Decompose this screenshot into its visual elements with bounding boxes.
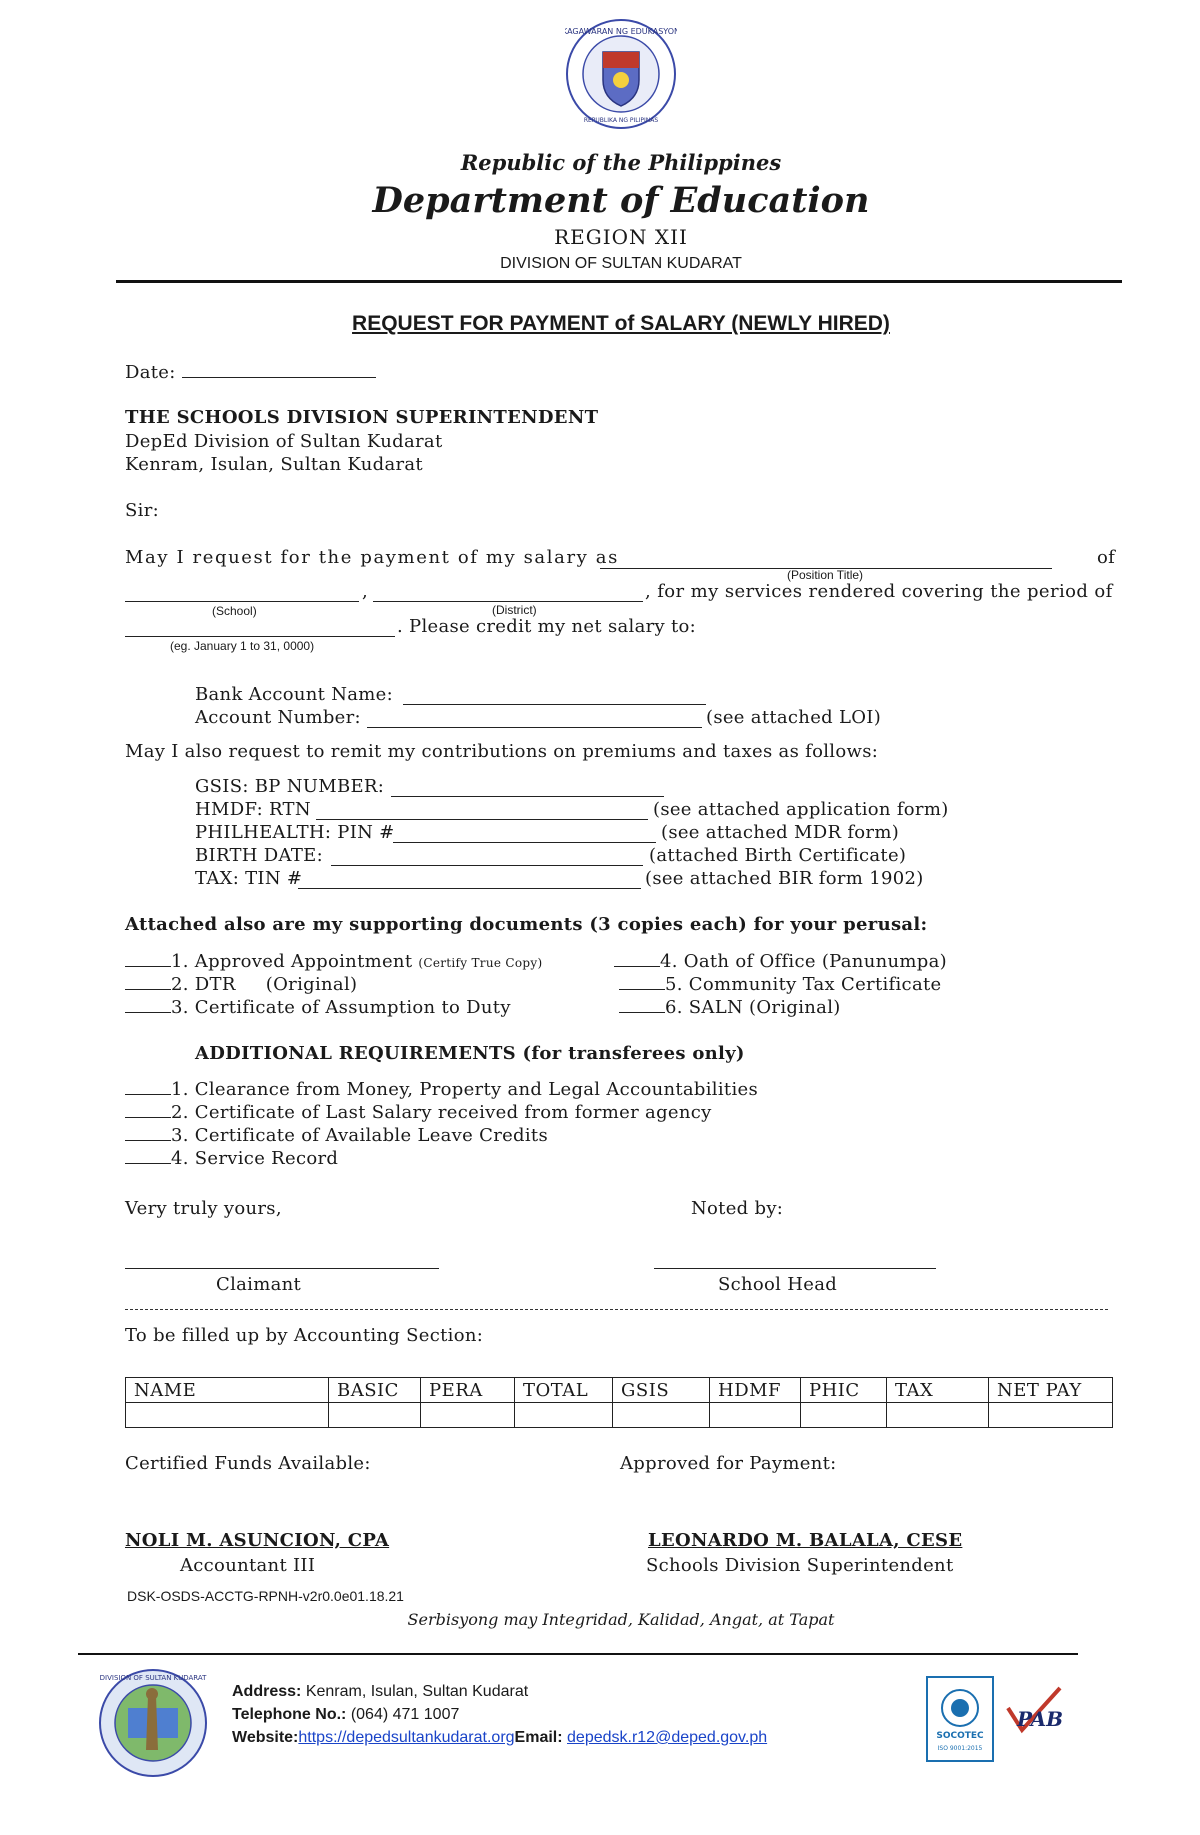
para1-of: of (1097, 547, 1116, 568)
para1-services: , for my services rendered covering the period of (645, 581, 1113, 602)
table-header-cell: NET PAY (989, 1378, 1113, 1403)
footer-contact (232, 1729, 767, 1747)
doc-right-5[interactable] (619, 973, 941, 995)
republic-line: Republic of the Philippines (460, 150, 782, 175)
accounting-label: To be filled up by Accounting Section: (125, 1325, 484, 1346)
accounting-table (125, 1377, 1113, 1428)
department-name: Department of Education (372, 180, 870, 221)
school-hint: (School) (212, 604, 257, 618)
table-header-cell: PHIC (801, 1378, 887, 1403)
birth-label: BIRTH DATE: (195, 845, 323, 866)
hmdf-note: (see attached application form) (653, 799, 949, 820)
signatory1-title: Accountant III (180, 1555, 316, 1576)
table-header-row (126, 1378, 1113, 1403)
school-head-label: School Head (718, 1274, 838, 1295)
checkbox-line[interactable] (125, 973, 171, 990)
telephone-label: Telephone No.: (232, 1706, 347, 1723)
checkbox-line[interactable] (125, 1147, 171, 1164)
checkbox-line[interactable] (125, 1124, 171, 1141)
additional-2-label: 2. Certificate of Last Salary received from former agency (171, 1102, 712, 1123)
region: REGION XII (554, 225, 688, 249)
table-header-cell: TAX (887, 1378, 989, 1403)
footer-telephone (232, 1706, 459, 1724)
account-number-label: Account Number: (195, 707, 361, 728)
motto: Serbisyong may Integridad, Kalidad, Angat, at Tapat (407, 1610, 835, 1629)
doc-left-3[interactable] (125, 996, 511, 1018)
address-label: Address: (232, 1683, 302, 1700)
division: DIVISION OF SULTAN KUDARAT (500, 255, 742, 272)
noted-by: Noted by: (691, 1198, 784, 1219)
see-loi: (see attached LOI) (706, 707, 882, 728)
certified-funds: Certified Funds Available: (125, 1453, 371, 1474)
table-cell[interactable] (801, 1403, 887, 1428)
additional-3[interactable] (125, 1124, 548, 1146)
table-cell[interactable] (515, 1403, 613, 1428)
table-cell[interactable] (126, 1403, 329, 1428)
additional-3-label: 3. Certificate of Available Leave Credits (171, 1125, 549, 1146)
socotec-logo (926, 1676, 994, 1762)
doc-right-5-label: 5. Community Tax Certificate (665, 974, 942, 995)
comma: , (362, 581, 369, 602)
table-cell[interactable] (887, 1403, 989, 1428)
hmdf-label: HMDF: RTN (195, 799, 311, 820)
email-label: Email: (514, 1729, 563, 1746)
deped-seal (565, 18, 677, 130)
school-head-signature-line[interactable] (654, 1268, 936, 1269)
para1-start: May I request for the payment of my salary as (125, 547, 619, 568)
footer-address (232, 1683, 528, 1701)
birth-note: (attached Birth Certificate) (649, 845, 907, 866)
division-seal-text: DIVISION OF SULTAN KUDARAT (99, 1674, 207, 1682)
salutation: Sir: (125, 500, 159, 521)
table-cell[interactable] (329, 1403, 421, 1428)
signatory2-name: LEONARDO M. BALALA, CESE (648, 1530, 963, 1551)
hmdf-field[interactable] (316, 803, 648, 820)
checkbox-line[interactable] (125, 1101, 171, 1118)
date-label: Date: (125, 362, 176, 383)
doc-right-6[interactable] (619, 996, 841, 1018)
footer-rule (78, 1653, 1078, 1655)
addressee-line1: DepEd Division of Sultan Kudarat (125, 431, 443, 452)
doc-left-1[interactable] (125, 950, 542, 972)
checkbox-line[interactable] (125, 996, 171, 1013)
socotec-text: SOCOTEC (936, 1731, 984, 1741)
doc-left-2-label: 2. DTR (Original) (171, 974, 358, 995)
additional-2[interactable] (125, 1101, 712, 1123)
date-field[interactable] (182, 361, 376, 378)
table-cell[interactable] (421, 1403, 515, 1428)
additional-1-label: 1. Clearance from Money, Property and Legal Accountabilities (171, 1079, 759, 1100)
bank-name-label: Bank Account Name: (195, 684, 393, 705)
district-hint: (District) (492, 603, 537, 617)
gsis-label: GSIS: BP NUMBER: (195, 776, 385, 797)
closing: Very truly yours, (125, 1198, 282, 1219)
table-header-cell: TOTAL (515, 1378, 613, 1403)
period-field[interactable] (125, 620, 395, 637)
additional-4-label: 4. Service Record (171, 1148, 339, 1169)
website-label: Website: (232, 1729, 299, 1746)
checkbox-line[interactable] (125, 950, 171, 967)
approved-payment: Approved for Payment: (620, 1453, 837, 1474)
address-value: Kenram, Isulan, Sultan Kudarat (305, 1683, 529, 1700)
telephone-value: (064) 471 1007 (350, 1706, 460, 1723)
doc-right-6-label: 6. SALN (Original) (665, 997, 841, 1018)
table-cell[interactable] (989, 1403, 1113, 1428)
seal-sub-text: REPUBLIKA NG PILIPINAS (583, 117, 659, 124)
table-header-cell: GSIS (613, 1378, 710, 1403)
signatory1-name: NOLI M. ASUNCION, CPA (125, 1530, 390, 1551)
checkbox-line[interactable] (614, 950, 660, 967)
philhealth-label: PHILHEALTH: PIN # (195, 822, 395, 843)
doc-left-1-label: 1. Approved Appointment (171, 951, 413, 972)
remit-text: May I also request to remit my contributions on premiums and taxes as follows: (125, 741, 879, 762)
bank-name-field[interactable] (403, 688, 706, 705)
school-field[interactable] (125, 585, 359, 602)
doc-left-3-label: 3. Certificate of Assumption to Duty (171, 997, 511, 1018)
checkbox-line[interactable] (619, 996, 665, 1013)
seal-text: KAGAWARAN NG EDUKASYON (565, 27, 677, 36)
additional-4[interactable] (125, 1147, 338, 1169)
claimant-signature-line[interactable] (125, 1268, 439, 1269)
philhealth-field[interactable] (393, 826, 656, 843)
attached-heading: Attached also are my supporting documents (3 copies each) for your perusal: (125, 914, 928, 935)
date-row (125, 361, 376, 383)
position-hint: (Position Title) (787, 568, 864, 582)
checkbox-line[interactable] (619, 973, 665, 990)
table-header-cell: PERA (421, 1378, 515, 1403)
tax-field[interactable] (298, 872, 641, 889)
addressee: THE SCHOOLS DIVISION SUPERINTENDENT (125, 407, 599, 428)
iso-text: ISO 9001:2015 (937, 1745, 983, 1752)
additional-heading: ADDITIONAL REQUIREMENTS (for transferees only) (195, 1043, 745, 1064)
doc-right-4[interactable] (614, 950, 947, 972)
philhealth-note: (see attached MDR form) (661, 822, 900, 843)
gsis-field[interactable] (391, 780, 664, 797)
doc-left-1-note: (Certify True Copy) (418, 956, 543, 970)
district-field[interactable] (373, 585, 643, 602)
table-header-cell: HDMF (710, 1378, 801, 1403)
table-header-cell: BASIC (329, 1378, 421, 1403)
para1-credit: . Please credit my net salary to: (397, 616, 697, 637)
tax-note: (see attached BIR form 1902) (645, 868, 924, 889)
pab-text: PAB (1016, 1707, 1064, 1731)
additional-1[interactable] (125, 1078, 758, 1100)
position-field[interactable] (600, 552, 1052, 569)
account-number-field[interactable] (367, 711, 702, 728)
document-code: DSK-OSDS-ACCTG-RPNH-v2r0.0e01.18.21 (127, 1588, 404, 1604)
period-hint: (eg. January 1 to 31, 0000) (170, 639, 315, 653)
doc-right-4-label: 4. Oath of Office (Panunumpa) (660, 951, 947, 972)
tax-label: TAX: TIN # (195, 868, 303, 889)
header-rule (116, 280, 1122, 283)
dashed-separator (125, 1309, 1108, 1310)
division-seal (98, 1668, 208, 1778)
form-title: REQUEST FOR PAYMENT of SALARY (NEWLY HIRED) (352, 312, 890, 335)
birth-field[interactable] (331, 849, 643, 866)
table-cell[interactable] (613, 1403, 710, 1428)
email-link[interactable]: depedsk.r12@deped.gov.ph (567, 1729, 768, 1746)
pab-logo (1000, 1678, 1070, 1756)
signatory2-title: Schools Division Superintendent (646, 1555, 954, 1576)
checkbox-line[interactable] (125, 1078, 171, 1095)
table-header-cell: NAME (126, 1378, 329, 1403)
table-cell[interactable] (710, 1403, 801, 1428)
doc-left-2[interactable] (125, 973, 357, 995)
addressee-line2: Kenram, Isulan, Sultan Kudarat (125, 454, 423, 475)
table-row (126, 1403, 1113, 1428)
claimant-label: Claimant (216, 1274, 302, 1295)
website-link[interactable]: https://depedsultankudarat.org (298, 1729, 515, 1746)
